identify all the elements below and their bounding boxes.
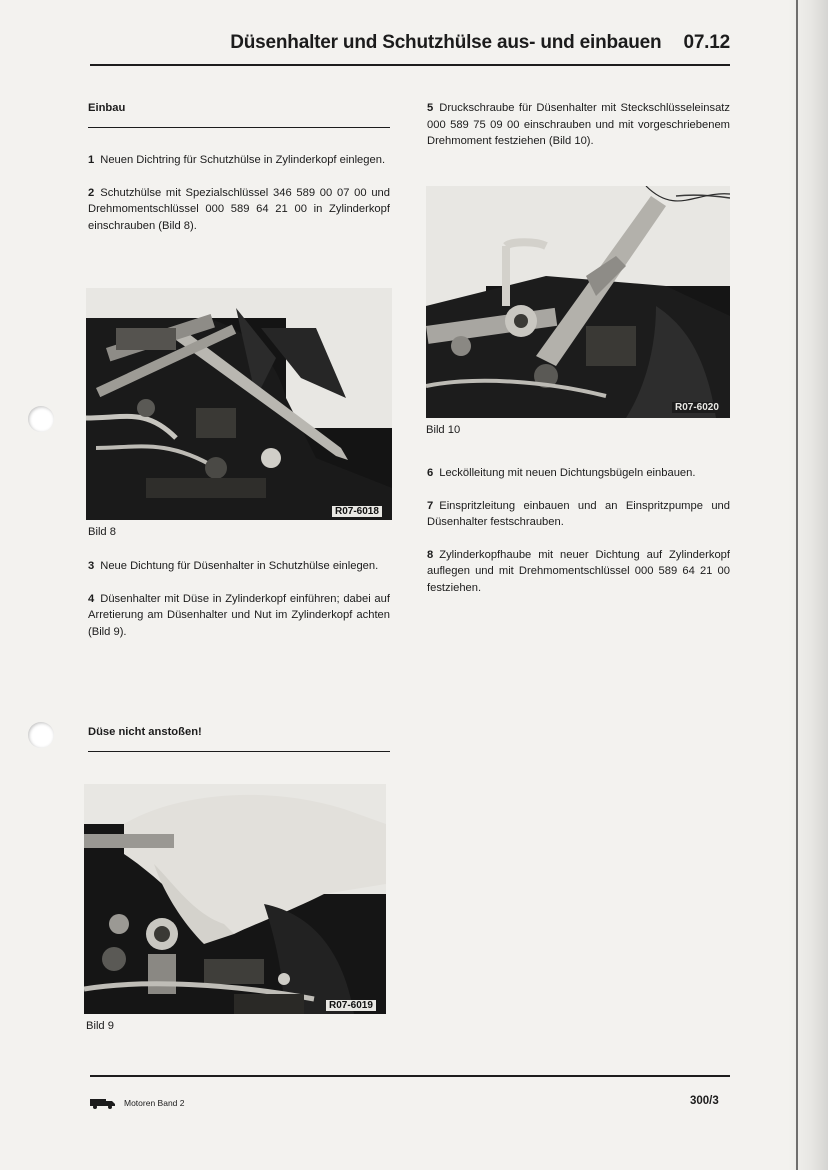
step-number: 6 [427, 467, 434, 479]
step-text: Schutzhülse mit Spezialschlüssel 346 589 00 07 00 und Drehmomentschlüssel 000 589 64 21 00 in Zylinderkopf einschrauben (Bild 8). [88, 186, 390, 232]
step-text: Druckschraube für Düsenhalter mit Steckschlüsseleinsatz 000 589 75 09 00 einschrauben und mit vorgeschriebenem Drehmoment festziehen (Bild 10). [427, 102, 730, 147]
step-1 [88, 152, 390, 169]
page-header [210, 32, 730, 54]
step-text: Düsenhalter mit Düse in Zylinderkopf einführen; dabei auf Arretierung am Düsenhalter und Nut im Zylinderkopf achten (Bild 9). [88, 592, 390, 638]
step-number: 4 [88, 592, 95, 605]
step-number: 2 [88, 186, 95, 199]
page-title: Düsenhalter und Schutzhülse aus- und einbauen [230, 32, 662, 53]
step-number: 3 [88, 560, 95, 572]
footer-book-title: Motoren Band 2 [124, 1098, 185, 1108]
step-text: Zylinderkopfhaube mit neuer Dichtung auf Zylinderkopf auflegen und mit Drehmomentschlüssel 000 589 64 21 00 festziehen. [427, 548, 730, 594]
step-number: 7 [427, 499, 434, 512]
figure-8-caption: Bild 8 [88, 526, 116, 538]
figure-10-code: R07-6020 [672, 402, 722, 413]
punch-hole-bottom [28, 722, 54, 748]
punch-hole-top [28, 406, 54, 432]
step-7 [427, 498, 730, 531]
step-number: 8 [427, 548, 434, 561]
left-column-top [88, 100, 390, 234]
section-number: 07.12 [683, 32, 730, 53]
figure-8-photo [86, 288, 392, 520]
step-number: 5 [427, 102, 434, 114]
figure-9-caption: Bild 9 [86, 1020, 114, 1032]
engine-photo-hand-nozzle [84, 784, 386, 1014]
truck-icon [90, 1097, 116, 1109]
step-text: Einspritzleitung einbauen und an Einspritzpumpe und Düsenhalter festschrauben. [427, 499, 730, 528]
figure-9-code: R07-6019 [326, 1000, 376, 1011]
right-column-top [427, 100, 730, 150]
section-title-einbau: Einbau [88, 102, 126, 114]
step-8 [427, 547, 730, 597]
figure-8-code: R07-6018 [332, 506, 382, 517]
step-text: Leckölleitung mit neuen Dichtungsbügeln einbauen. [439, 467, 696, 479]
page-edge-line [796, 0, 798, 1170]
warning-block [88, 724, 390, 752]
warning-rule [88, 751, 390, 753]
right-column-lower [427, 465, 730, 596]
figure-10-caption: Bild 10 [426, 424, 461, 436]
footer-rule [90, 1075, 730, 1077]
section-rule [88, 127, 390, 129]
step-2 [88, 185, 390, 235]
footer-book [90, 1097, 184, 1109]
step-5 [427, 100, 730, 150]
step-text: Neuen Dichtring für Schutzhülse in Zylinderkopf einlegen. [100, 154, 386, 166]
header-rule [90, 64, 730, 66]
step-6 [427, 465, 730, 482]
step-text: Neue Dichtung für Düsenhalter in Schutzhülse einlegen. [100, 560, 379, 572]
step-4 [88, 591, 390, 641]
figure-10-photo [426, 186, 730, 418]
page-edge-shadow [788, 0, 828, 1170]
left-column-middle [88, 558, 390, 640]
engine-photo-socket-wrench [426, 186, 730, 418]
step-3 [88, 558, 390, 575]
warning-text: Düse nicht anstoßen! [88, 726, 202, 738]
footer-page-number: 300/3 [690, 1095, 719, 1107]
engine-photo-torque-wrench [86, 288, 392, 520]
step-number: 1 [88, 154, 95, 166]
figure-9-photo [84, 784, 386, 1014]
